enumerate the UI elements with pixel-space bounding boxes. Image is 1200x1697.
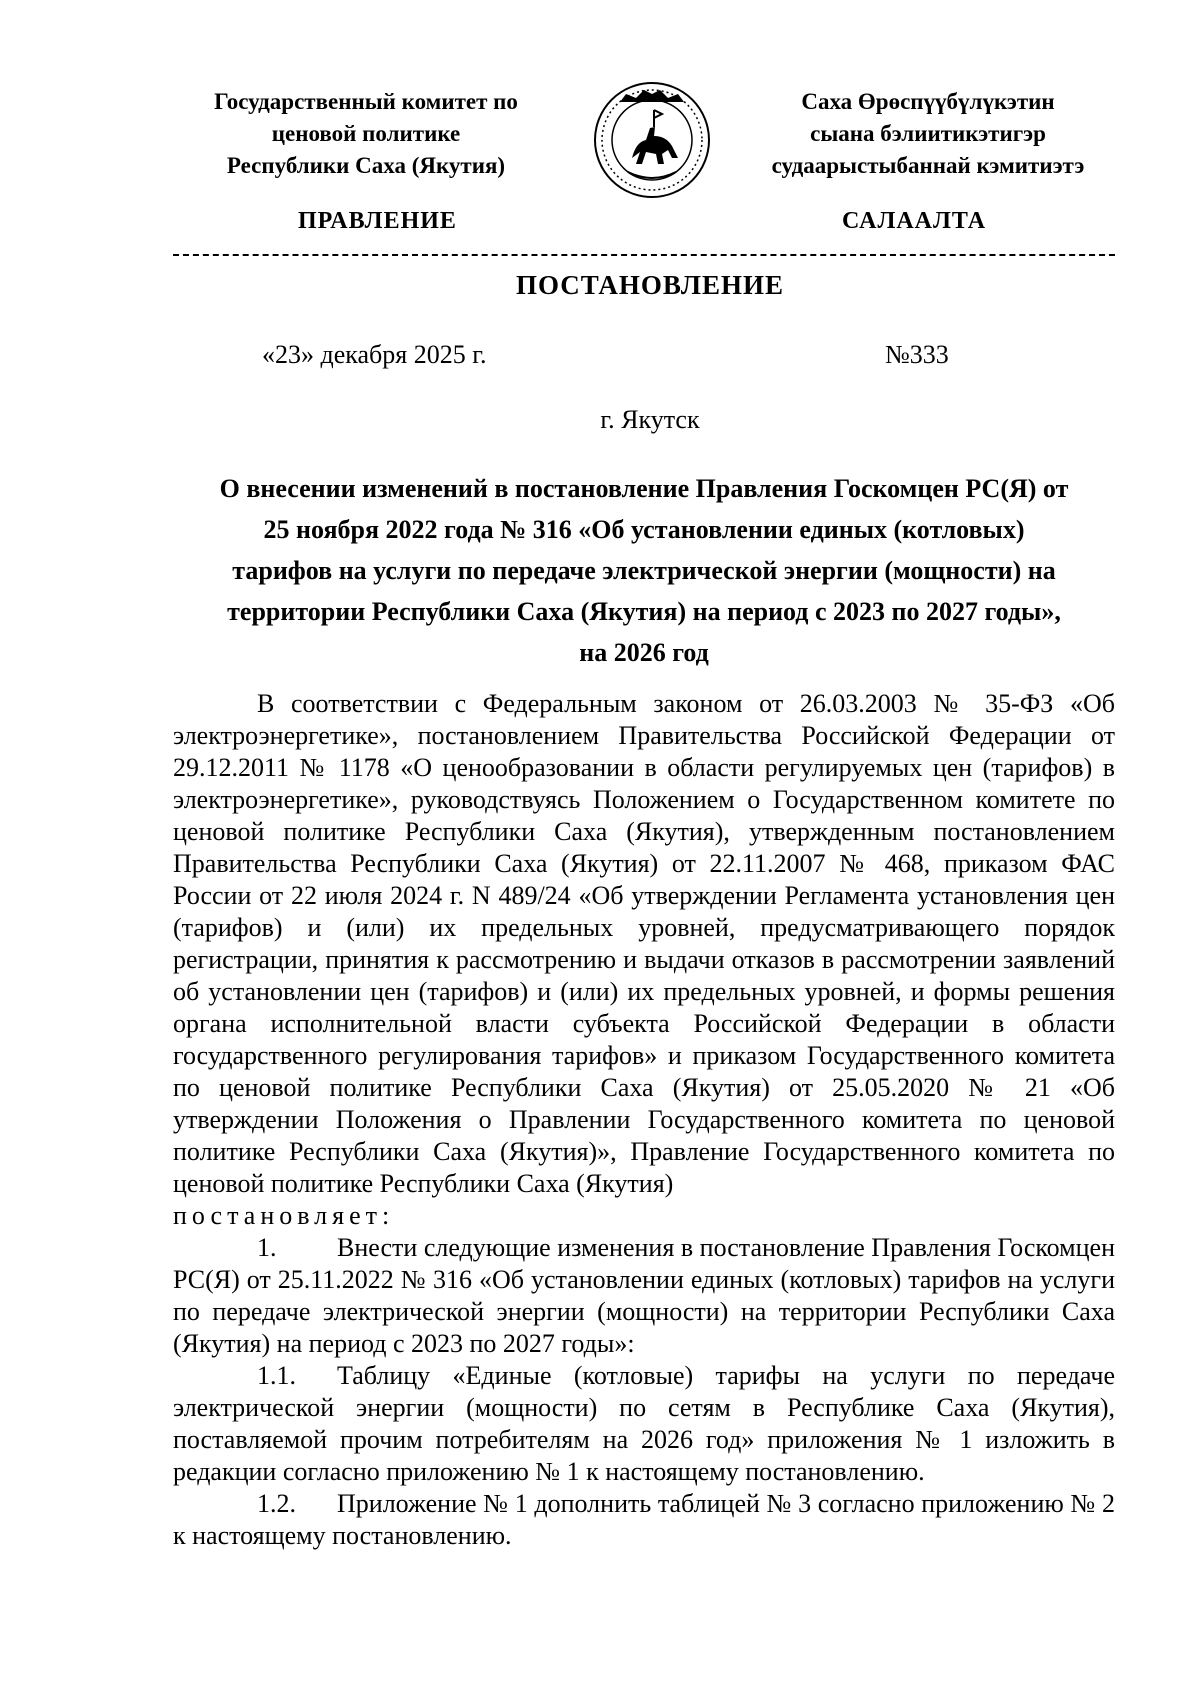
- subject-line: 25 ноября 2022 года № 316 «Об установлении единых (котловых): [263, 515, 1025, 544]
- subject-line: территории Республики Саха (Якутия) на период с 2023 по 2027 годы»,: [227, 597, 1061, 626]
- org-name-line: судаарыстыбаннай кэмитиэтэ: [771, 153, 1085, 178]
- item-number: 1.2.: [257, 1489, 296, 1518]
- board-label-russian: ПРАВЛЕНИЕ: [298, 208, 457, 234]
- document-subject: [173, 468, 1115, 673]
- preamble-paragraph: В соответствии с Федеральным законом от 26.03.2003 № 35-ФЗ «Об электроэнергетике», постановлением Правительства Российской Федерации от 29.12.2011 № 1178 «О ценообразовании в области регулируемых цен (тарифов) в электроэнергетике», руководствуясь Положением о Государственном комитете по ценовой политике Республики Саха (Якутия), утвержденным постановлением Правительства Республики Саха (Якутия) от 22.11.2007 № 468, приказом ФАС России от 22 июля 2024 г. N 489/24 «Об утверждении Регламента установления цен (тарифов) и (или) их предельных уровней, предусматривающего порядок регистрации, принятия к рассмотрению и выдачи отказов в рассмотрении заявлений об установлении цен (тарифов) и (или) их предельных уровней, и формы решения органа исполнительной власти субъекта Российской Федерации в области государственного регулирования тарифов» и приказом Государственного комитета по ценовой политике Республики Саха (Якутия) от 25.05.2020 № 21 «Об утверждении Положения о Правлении Государственного комитета по ценовой политике Республики Саха (Якутия)», Правление Государственного комитета по ценовой политике Республики Саха (Якутия): [173, 689, 1115, 1198]
- document-type-title: ПОСТАНОВЛЕНИЕ: [515, 270, 785, 300]
- header-divider: [173, 254, 1115, 256]
- org-name-line: Государственный комитет по: [214, 89, 518, 114]
- org-name-sakha: [733, 86, 1123, 182]
- item-number: 1.1.: [257, 1361, 296, 1390]
- subject-line: О внесении изменений в постановление Правления Госкомцен РС(Я) от: [219, 474, 1069, 503]
- item-number: 1.: [257, 1233, 277, 1262]
- subject-line: тарифов на услуги по передаче электрической энергии (мощности) на: [232, 556, 1056, 585]
- org-name-line: Республики Саха (Якутия): [226, 153, 506, 178]
- item-text: Внести следующие изменения в постановление Правления Госкомцен РС(Я) от 25.11.2022 № 316 «Об установлении единых (котловых) тарифов на услуги по передаче электрической энергии (мощности) на территории Республики Саха (Якутия) на период с 2023 по 2027 годы»:: [173, 1233, 1115, 1358]
- document-date: «23» декабря 2025 г.: [262, 340, 487, 369]
- item-text: Таблицу «Единые (котловые) тарифы на услуги по передаче электрической энергии (мощности) по сетям в Республике Саха (Якутия), поставляемой прочим потребителям на 2026 год» приложения № 1 изложить в редакции согласно приложению № 1 к настоящему постановлению.: [173, 1361, 1115, 1486]
- org-name-line: ценовой политике: [271, 121, 461, 146]
- org-name-russian: [171, 86, 561, 182]
- board-label-sakha: САЛААЛТА: [842, 208, 987, 234]
- resolution-item: [173, 1232, 1115, 1360]
- resolution-word: постановляет:: [173, 1201, 395, 1230]
- resolution-item: [173, 1360, 1115, 1488]
- subject-line: на 2026 год: [579, 638, 709, 667]
- org-name-line: сыана бэлиитикэтигэр: [810, 121, 1046, 146]
- item-text: Приложение № 1 дополнить таблицей № 3 согласно приложению № 2 к настоящему постановлению.: [173, 1489, 1115, 1550]
- document-city: г. Якутск: [600, 405, 700, 434]
- document-number: №333: [885, 340, 949, 369]
- document-body: [173, 688, 1115, 1552]
- org-name-line: Саха Өрөспүүбүлүкэтин: [801, 89, 1055, 114]
- coat-of-arms-emblem-icon: [592, 80, 712, 200]
- resolution-item: [173, 1488, 1115, 1552]
